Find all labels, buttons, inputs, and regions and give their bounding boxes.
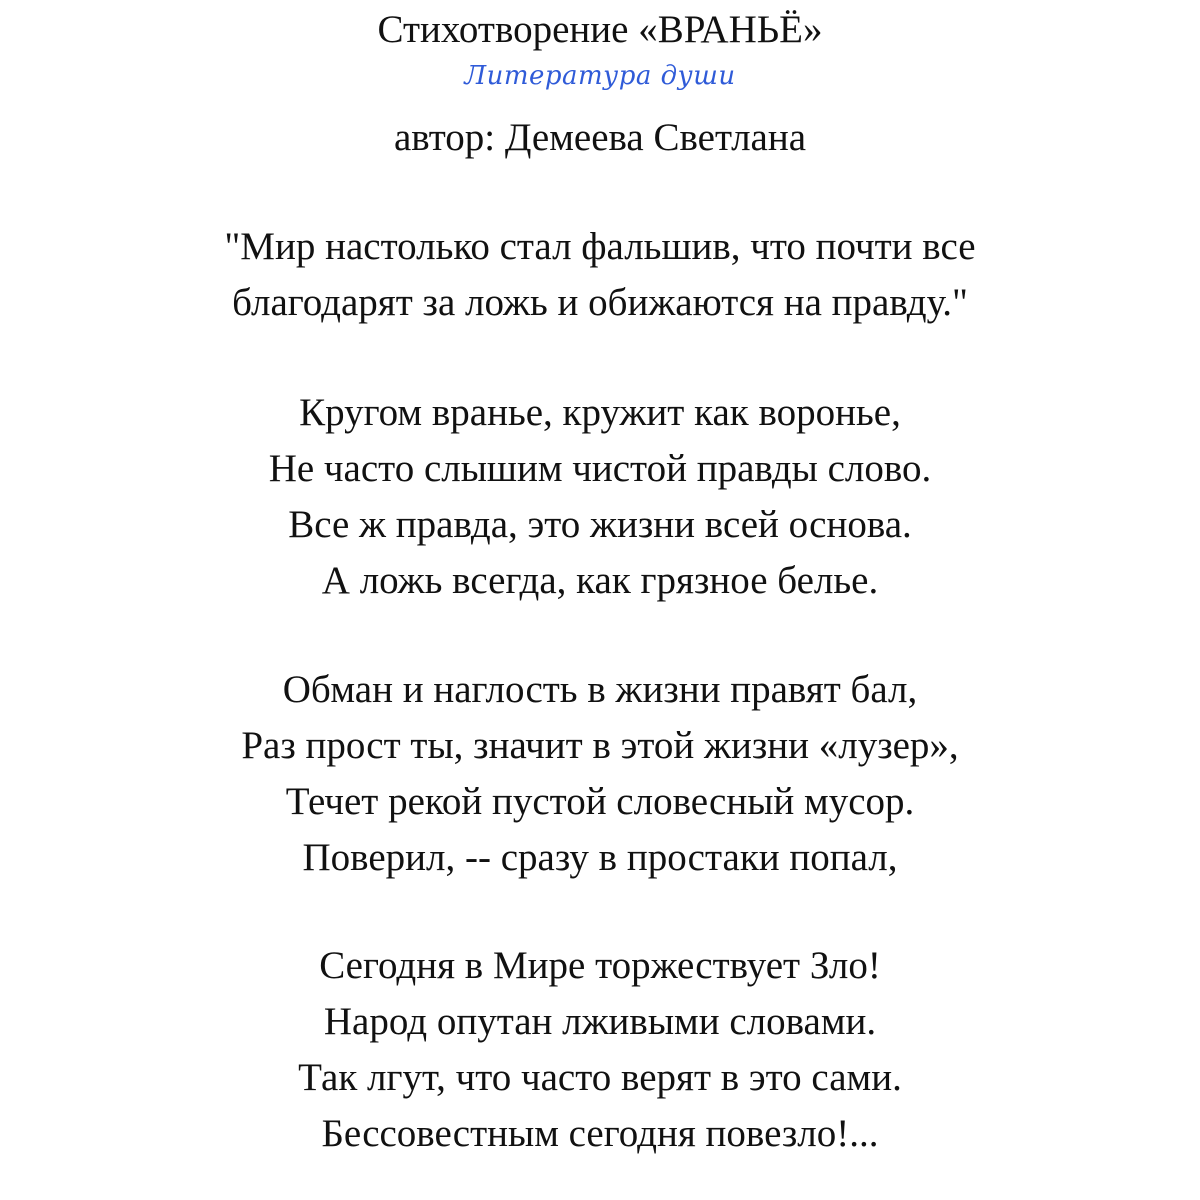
- stanza-1-line-2: Не часто слышим чистой правды слово.: [268, 447, 932, 490]
- poem-title: Стихотворение «ВРАНЬЁ»: [377, 8, 823, 51]
- stanza-3-line-3: Так лгут, что часто верят в это сами.: [298, 1056, 902, 1099]
- stanza-1-line-1: Кругом вранье, кружит как воронье,: [299, 391, 901, 434]
- stanza-2-line-4: Поверил, -- сразу в простаки попал,: [302, 836, 898, 879]
- epigraph-line: "Мир настолько стал фальшив, что почти все: [224, 225, 976, 268]
- watermark-text: Литература души: [464, 61, 736, 91]
- watermark-signature: [0, 54, 1200, 109]
- stanza-2-line-3: Течет рекой пустой словесный мусор.: [285, 780, 915, 823]
- stanza-2-line-2: Раз прост ты, значит в этой жизни «лузер»,: [241, 724, 959, 767]
- stanza-3-line-4: Бессовестным сегодня повезло!...: [321, 1112, 879, 1155]
- epigraph-line: благодарят за ложь и обижаются на правду.": [232, 281, 968, 324]
- stanza-1-line-3: Все ж правда, это жизни всей основа.: [288, 503, 912, 546]
- stanza-2-line-1: Обман и наглость в жизни правят бал,: [282, 668, 918, 711]
- poem-author: автор: Демеева Светлана: [393, 116, 807, 159]
- stanza-1-line-4: А ложь всегда, как грязное белье.: [321, 559, 879, 602]
- stanza-3-line-2: Народ опутан лживыми словами.: [323, 1000, 877, 1043]
- stanza-3-line-1: Сегодня в Мире торжествует Зло!: [319, 944, 881, 987]
- watermark-script-icon: [450, 54, 750, 104]
